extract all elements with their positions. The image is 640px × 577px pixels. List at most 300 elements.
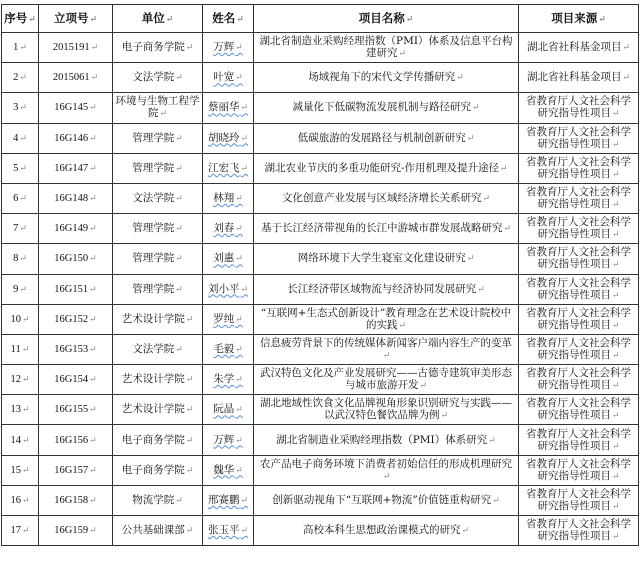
- title-text: 湖北省制造业采购经理指数（PMI）体系及信息平台构建研究: [259, 35, 513, 60]
- paragraph-mark-icon: ↵: [159, 109, 168, 120]
- paragraph-mark-icon: ↵: [611, 381, 620, 392]
- cell-title: [254, 485, 519, 515]
- paragraph-mark-icon: ↵: [611, 320, 620, 331]
- paragraph-mark-icon: ↵: [398, 49, 407, 60]
- paragraph-mark-icon: ↵: [503, 224, 512, 235]
- cell-no: [2, 123, 39, 153]
- cell-code: [39, 123, 113, 153]
- paragraph-mark-icon: ↵: [240, 526, 249, 537]
- paragraph-mark-icon: ↵: [21, 434, 30, 445]
- code-text: 16G156: [54, 434, 89, 446]
- cell-unit: [113, 153, 203, 183]
- paragraph-mark-icon: ↵: [235, 314, 243, 325]
- paragraph-mark-icon: ↵: [175, 344, 183, 355]
- no-text: 5: [13, 162, 19, 174]
- paragraph-mark-icon: ↵: [185, 405, 194, 416]
- cell-no: [2, 63, 39, 93]
- name-text: 罗纯: [213, 312, 235, 325]
- paragraph-mark-icon: ↵: [19, 132, 27, 143]
- paragraph-mark-icon: ↵: [471, 103, 480, 114]
- no-text: 4: [13, 132, 19, 144]
- paragraph-mark-icon: ↵: [175, 254, 183, 265]
- paragraph-mark-icon: ↵: [611, 532, 620, 543]
- source-text: 省教育厅人文社会科学研究指导性项目: [526, 397, 631, 422]
- no-text: 6: [13, 193, 19, 205]
- title-text: 长江经济带区域物流与经济协同发展研究: [287, 282, 477, 295]
- unit-text: 艺术设计学院: [121, 403, 185, 416]
- unit-text: 电子商务学院: [121, 433, 185, 446]
- paragraph-mark-icon: ↵: [89, 193, 97, 204]
- paragraph-mark-icon: ↵: [90, 72, 99, 83]
- no-text: 7: [13, 223, 19, 235]
- cell-name: [203, 244, 254, 274]
- title-text: 高校本科生思想政治课模式的研究: [302, 524, 461, 537]
- unit-text: 文法学院: [132, 192, 175, 205]
- table-row: [2, 304, 639, 334]
- paragraph-mark-icon: ↵: [21, 525, 30, 536]
- paragraph-mark-icon: ↵: [19, 223, 27, 234]
- cell-title: [254, 123, 519, 153]
- paragraph-mark-icon: ↵: [235, 435, 243, 446]
- header-source: 项目来源↵: [519, 5, 639, 33]
- cell-no: [2, 516, 39, 546]
- no-text: 9: [13, 283, 19, 295]
- paragraph-mark-icon: ↵: [90, 42, 99, 53]
- paragraph-mark-icon: ↵: [622, 73, 631, 84]
- code-text: 2015191: [52, 42, 90, 54]
- cell-no: [2, 425, 39, 455]
- code-text: 16G151: [54, 283, 89, 295]
- paragraph-mark-icon: ↵: [235, 405, 243, 416]
- cell-unit: [113, 365, 203, 395]
- table-row: [2, 516, 639, 546]
- cell-title: [254, 244, 519, 274]
- cell-no: [2, 485, 39, 515]
- paragraph-mark-icon: ↵: [611, 441, 620, 452]
- name-text: 阮晶: [213, 403, 235, 416]
- paragraph-mark-icon: ↵: [240, 163, 249, 174]
- cell-title: [254, 153, 519, 183]
- code-text: 16G146: [54, 132, 89, 144]
- paragraph-mark-icon: ↵: [19, 162, 27, 173]
- paragraph-mark-icon: ↵: [611, 260, 620, 271]
- paragraph-mark-icon: ↵: [89, 162, 97, 173]
- cell-unit: [113, 33, 203, 63]
- paragraph-mark-icon: ↵: [235, 194, 243, 205]
- cell-no: [2, 93, 39, 123]
- cell-code: [39, 334, 113, 364]
- code-text: 16G159: [54, 525, 89, 537]
- paragraph-mark-icon: ↵: [89, 343, 97, 354]
- cell-unit: [113, 334, 203, 364]
- cell-unit: [113, 244, 203, 274]
- cell-unit: [113, 93, 203, 123]
- cell-code: [39, 425, 113, 455]
- cell-name: [203, 425, 254, 455]
- name-text: 刘惠: [213, 252, 235, 265]
- code-text: 16G157: [54, 464, 89, 476]
- no-text: 2: [13, 72, 19, 84]
- header-code: 立项号↵: [39, 5, 113, 33]
- source-text: 省教育厅人文社会科学研究指导性项目: [526, 155, 631, 180]
- title-text: “互联网+生态式创新设计”教育理念在艺术设计院校中的实践: [260, 306, 512, 331]
- paragraph-mark-icon: ↵: [235, 375, 243, 386]
- cell-no: [2, 214, 39, 244]
- cell-title: [254, 516, 519, 546]
- paragraph-mark-icon: ↵: [21, 343, 30, 354]
- paragraph-mark-icon: ↵: [89, 404, 97, 415]
- paragraph-mark-icon: ↵: [466, 254, 475, 265]
- paragraph-mark-icon: ↵: [19, 42, 27, 53]
- table-row: [2, 183, 639, 213]
- unit-text: 艺术设计学院: [121, 373, 185, 386]
- source-text: 省教育厅人文社会科学研究指导性项目: [526, 276, 631, 301]
- cell-code: [39, 33, 113, 63]
- cell-source: [519, 214, 639, 244]
- cell-name: [203, 33, 254, 63]
- paragraph-mark-icon: ↵: [240, 133, 249, 144]
- header-row: [2, 5, 639, 33]
- cell-title: [254, 304, 519, 334]
- paragraph-mark-icon: ↵: [175, 163, 183, 174]
- paragraph-mark-icon: ↵: [611, 200, 620, 211]
- title-text: 减量化下低碳物流发展机制与路径研究: [292, 101, 471, 114]
- cell-title: [254, 214, 519, 244]
- unit-text: 文法学院: [132, 342, 175, 355]
- cell-title: [254, 365, 519, 395]
- table-row: [2, 274, 639, 304]
- paragraph-mark-icon: ↵: [19, 72, 27, 83]
- no-text: 12: [10, 374, 21, 386]
- source-text: 湖北省社科基金项目: [526, 71, 622, 84]
- paragraph-mark-icon: ↵: [185, 375, 194, 386]
- unit-text: 电子商务学院: [121, 41, 185, 54]
- paragraph-mark-icon: ↵: [21, 374, 30, 385]
- cell-name: [203, 485, 254, 515]
- name-text: 林翔: [213, 192, 235, 205]
- table-row: [2, 334, 639, 364]
- title-text: 场域视角下的宋代文学传播研究: [308, 71, 456, 84]
- paragraph-mark-icon: ↵: [382, 350, 391, 361]
- unit-text: 文法学院: [132, 71, 175, 84]
- paragraph-mark-icon: ↵: [461, 526, 470, 537]
- cell-code: [39, 395, 113, 425]
- paragraph-mark-icon: ↵: [611, 411, 620, 422]
- paragraph-mark-icon: ↵: [19, 102, 27, 113]
- cell-name: [203, 334, 254, 364]
- no-text: 3: [13, 102, 19, 114]
- source-text: 省教育厅人文社会科学研究指导性项目: [526, 427, 631, 452]
- paragraph-mark-icon: ↵: [175, 194, 183, 205]
- cell-name: [203, 365, 254, 395]
- paragraph-mark-icon: ↵: [175, 284, 183, 295]
- paragraph-mark-icon: ↵: [488, 435, 496, 446]
- cell-title: [254, 274, 519, 304]
- title-text: 农产品电子商务环境下消费者初始信任的形成机理研究: [260, 457, 512, 470]
- cell-unit: [113, 485, 203, 515]
- cell-name: [203, 123, 254, 153]
- cell-no: [2, 395, 39, 425]
- unit-text: 管理学院: [132, 222, 175, 235]
- cell-code: [39, 274, 113, 304]
- name-text: 胡晓玲: [207, 131, 240, 144]
- title-text: 网络环境下大学生寝室文化建设研究: [297, 252, 466, 265]
- title-text: 湖北省制造业采购经理指数（PMI）体系研究: [276, 433, 488, 446]
- unit-text: 公共基础课部: [121, 524, 185, 537]
- source-text: 省教育厅人文社会科学研究指导性项目: [526, 95, 631, 120]
- paragraph-mark-icon: ↵: [175, 133, 183, 144]
- paragraph-mark-icon: ↵: [89, 313, 97, 324]
- paragraph-mark-icon: ↵: [89, 525, 97, 536]
- name-text: 刘小平: [207, 282, 240, 295]
- cell-code: [39, 365, 113, 395]
- table-row: [2, 33, 639, 63]
- cell-name: [203, 516, 254, 546]
- paragraph-mark-icon: ↵: [240, 284, 249, 295]
- no-text: 16: [10, 494, 21, 506]
- cell-no: [2, 183, 39, 213]
- cell-source: [519, 516, 639, 546]
- name-text: 万辉: [213, 41, 235, 54]
- paragraph-mark-icon: ↵: [382, 471, 391, 482]
- code-text: 16G145: [54, 102, 89, 114]
- paragraph-mark-icon: ↵: [21, 313, 30, 324]
- paragraph-mark-icon: ↵: [19, 193, 27, 204]
- title-text: 信息疲劳背景下的传统媒体新闻客户端内容生产的变革: [260, 336, 512, 349]
- title-text: 武汉特色文化及产业发展研究——古德寺建筑审美形态与城市旅游开发: [260, 367, 512, 392]
- source-text: 省教育厅人文社会科学研究指导性项目: [526, 125, 631, 150]
- no-text: 11: [10, 343, 21, 355]
- paragraph-mark-icon: ↵: [398, 320, 407, 331]
- paragraph-mark-icon: ↵: [240, 495, 249, 506]
- cell-name: [203, 93, 254, 123]
- table-row: [2, 485, 639, 515]
- name-text: 邢赛鹏: [207, 493, 240, 506]
- paragraph-mark-icon: ↵: [477, 284, 485, 295]
- cell-source: [519, 274, 639, 304]
- paragraph-mark-icon: ↵: [175, 73, 183, 84]
- name-text: 万辉: [213, 433, 235, 446]
- paragraph-mark-icon: ↵: [185, 465, 194, 476]
- paragraph-mark-icon: ↵: [492, 495, 500, 506]
- cell-source: [519, 183, 639, 213]
- paragraph-mark-icon: ↵: [175, 495, 183, 506]
- paragraph-mark-icon: ↵: [611, 501, 620, 512]
- paragraph-mark-icon: ↵: [611, 350, 620, 361]
- paragraph-mark-icon: ↵: [235, 254, 243, 265]
- cell-title: [254, 33, 519, 63]
- cell-source: [519, 63, 639, 93]
- table-row: [2, 123, 639, 153]
- paragraph-mark-icon: ↵: [89, 102, 97, 113]
- paragraph-mark-icon: ↵: [89, 253, 97, 264]
- paragraph-mark-icon: ↵: [611, 471, 620, 482]
- cell-code: [39, 485, 113, 515]
- header-unit: 单位↵: [113, 5, 203, 33]
- cell-source: [519, 455, 639, 485]
- cell-source: [519, 244, 639, 274]
- paragraph-mark-icon: ↵: [185, 43, 194, 54]
- code-text: 16G153: [54, 343, 89, 355]
- paragraph-mark-icon: ↵: [89, 283, 97, 294]
- paragraph-mark-icon: ↵: [235, 224, 243, 235]
- cell-source: [519, 395, 639, 425]
- paragraph-mark-icon: ↵: [89, 494, 97, 505]
- code-text: 16G149: [54, 223, 89, 235]
- cell-name: [203, 455, 254, 485]
- cell-name: [203, 183, 254, 213]
- table-row: [2, 153, 639, 183]
- paragraph-mark-icon: ↵: [440, 411, 449, 422]
- no-text: 15: [10, 464, 21, 476]
- paragraph-mark-icon: ↵: [89, 223, 97, 234]
- table-row: [2, 365, 639, 395]
- cell-no: [2, 33, 39, 63]
- cell-unit: [113, 304, 203, 334]
- paragraph-mark-icon: ↵: [185, 435, 194, 446]
- cell-no: [2, 304, 39, 334]
- table-row: [2, 214, 639, 244]
- paragraph-mark-icon: ↵: [235, 43, 243, 54]
- cell-unit: [113, 395, 203, 425]
- paragraph-mark-icon: ↵: [185, 314, 194, 325]
- cell-code: [39, 304, 113, 334]
- title-text: 低碳旅游的发展路径与机制创新研究: [297, 131, 466, 144]
- cell-source: [519, 365, 639, 395]
- header-no: 序号↵: [2, 5, 39, 33]
- no-text: 13: [10, 404, 21, 416]
- table-row: [2, 244, 639, 274]
- no-text: 17: [10, 525, 21, 537]
- cell-title: [254, 425, 519, 455]
- name-text: 毛毅: [213, 342, 235, 355]
- cell-code: [39, 455, 113, 485]
- cell-name: [203, 274, 254, 304]
- cell-unit: [113, 455, 203, 485]
- cell-source: [519, 334, 639, 364]
- paragraph-mark-icon: ↵: [622, 43, 631, 54]
- table-row: [2, 93, 639, 123]
- cell-name: [203, 214, 254, 244]
- table-row: [2, 425, 639, 455]
- paragraph-mark-icon: ↵: [611, 139, 620, 150]
- code-text: 16G155: [54, 404, 89, 416]
- code-text: 16G152: [54, 313, 89, 325]
- title-text: 湖北农业节庆的多重功能研究-作用机理及提升途径: [264, 161, 499, 174]
- paragraph-mark-icon: ↵: [89, 374, 97, 385]
- name-text: 张玉平: [207, 524, 240, 537]
- table-row: [2, 395, 639, 425]
- cell-title: [254, 334, 519, 364]
- cell-no: [2, 274, 39, 304]
- source-text: 省教育厅人文社会科学研究指导性项目: [526, 487, 631, 512]
- cell-source: [519, 485, 639, 515]
- source-text: 省教育厅人文社会科学研究指导性项目: [526, 336, 631, 361]
- cell-unit: [113, 274, 203, 304]
- cell-source: [519, 123, 639, 153]
- cell-no: [2, 153, 39, 183]
- unit-text: 管理学院: [132, 252, 175, 265]
- cell-title: [254, 93, 519, 123]
- cell-title: [254, 183, 519, 213]
- cell-code: [39, 244, 113, 274]
- paragraph-mark-icon: ↵: [466, 133, 475, 144]
- paragraph-mark-icon: ↵: [19, 283, 27, 294]
- paragraph-mark-icon: ↵: [611, 230, 620, 241]
- cell-unit: [113, 214, 203, 244]
- paragraph-mark-icon: ↵: [21, 464, 30, 475]
- paragraph-mark-icon: ↵: [235, 465, 243, 476]
- title-text: 创新驱动视角下“互联网+物流”价值链重构研究: [272, 493, 492, 506]
- paragraph-mark-icon: ↵: [89, 434, 97, 445]
- cell-name: [203, 395, 254, 425]
- paragraph-mark-icon: ↵: [500, 163, 508, 174]
- cell-code: [39, 183, 113, 213]
- no-text: 10: [10, 313, 21, 325]
- cell-source: [519, 153, 639, 183]
- source-text: 省教育厅人文社会科学研究指导性项目: [526, 216, 631, 241]
- source-text: 省教育厅人文社会科学研究指导性项目: [526, 457, 631, 482]
- title-text: 湖北地域性饮食文化品牌视角形象识别研究与实践——以武汉特色餐饮品牌为例: [260, 397, 512, 422]
- name-text: 朱学: [213, 373, 235, 386]
- cell-unit: [113, 183, 203, 213]
- cell-code: [39, 63, 113, 93]
- title-text: 文化创意产业发展与区域经济增长关系研究: [281, 192, 482, 205]
- name-text: 江宏飞: [207, 161, 240, 174]
- table-row: [2, 63, 639, 93]
- table-row: [2, 455, 639, 485]
- cell-title: [254, 395, 519, 425]
- code-text: 16G150: [54, 253, 89, 265]
- paragraph-mark-icon: ↵: [89, 132, 97, 143]
- paragraph-mark-icon: ↵: [611, 109, 620, 120]
- paragraph-mark-icon: ↵: [611, 169, 620, 180]
- cell-unit: [113, 123, 203, 153]
- paragraph-mark-icon: ↵: [21, 404, 30, 415]
- paragraph-mark-icon: ↵: [235, 73, 243, 84]
- no-text: 14: [10, 434, 21, 446]
- name-text: 叶宽: [213, 71, 235, 84]
- cell-title: [254, 63, 519, 93]
- name-text: 魏华: [213, 463, 235, 476]
- unit-text: 环境与生物工程学院: [115, 95, 200, 120]
- unit-text: 管理学院: [132, 282, 175, 295]
- source-text: 省教育厅人文社会科学研究指导性项目: [526, 518, 631, 543]
- cell-name: [203, 63, 254, 93]
- paragraph-mark-icon: ↵: [235, 344, 243, 355]
- unit-text: 管理学院: [132, 161, 175, 174]
- source-text: 省教育厅人文社会科学研究指导性项目: [526, 186, 631, 211]
- paragraph-mark-icon: ↵: [21, 494, 30, 505]
- cell-no: [2, 334, 39, 364]
- name-text: 刘春: [213, 222, 235, 235]
- paragraph-mark-icon: ↵: [482, 194, 491, 205]
- source-text: 省教育厅人文社会科学研究指导性项目: [526, 367, 631, 392]
- unit-text: 艺术设计学院: [121, 312, 185, 325]
- source-text: 省教育厅人文社会科学研究指导性项目: [526, 306, 631, 331]
- paragraph-mark-icon: ↵: [19, 253, 27, 264]
- unit-text: 物流学院: [132, 493, 175, 506]
- code-text: 16G158: [54, 494, 89, 506]
- cell-no: [2, 455, 39, 485]
- cell-code: [39, 93, 113, 123]
- code-text: 16G148: [54, 193, 89, 205]
- cell-unit: [113, 425, 203, 455]
- header-name: 姓名↵: [203, 5, 254, 33]
- cell-source: [519, 93, 639, 123]
- source-text: 省教育厅人文社会科学研究指导性项目: [526, 246, 631, 271]
- paragraph-mark-icon: ↵: [419, 381, 428, 392]
